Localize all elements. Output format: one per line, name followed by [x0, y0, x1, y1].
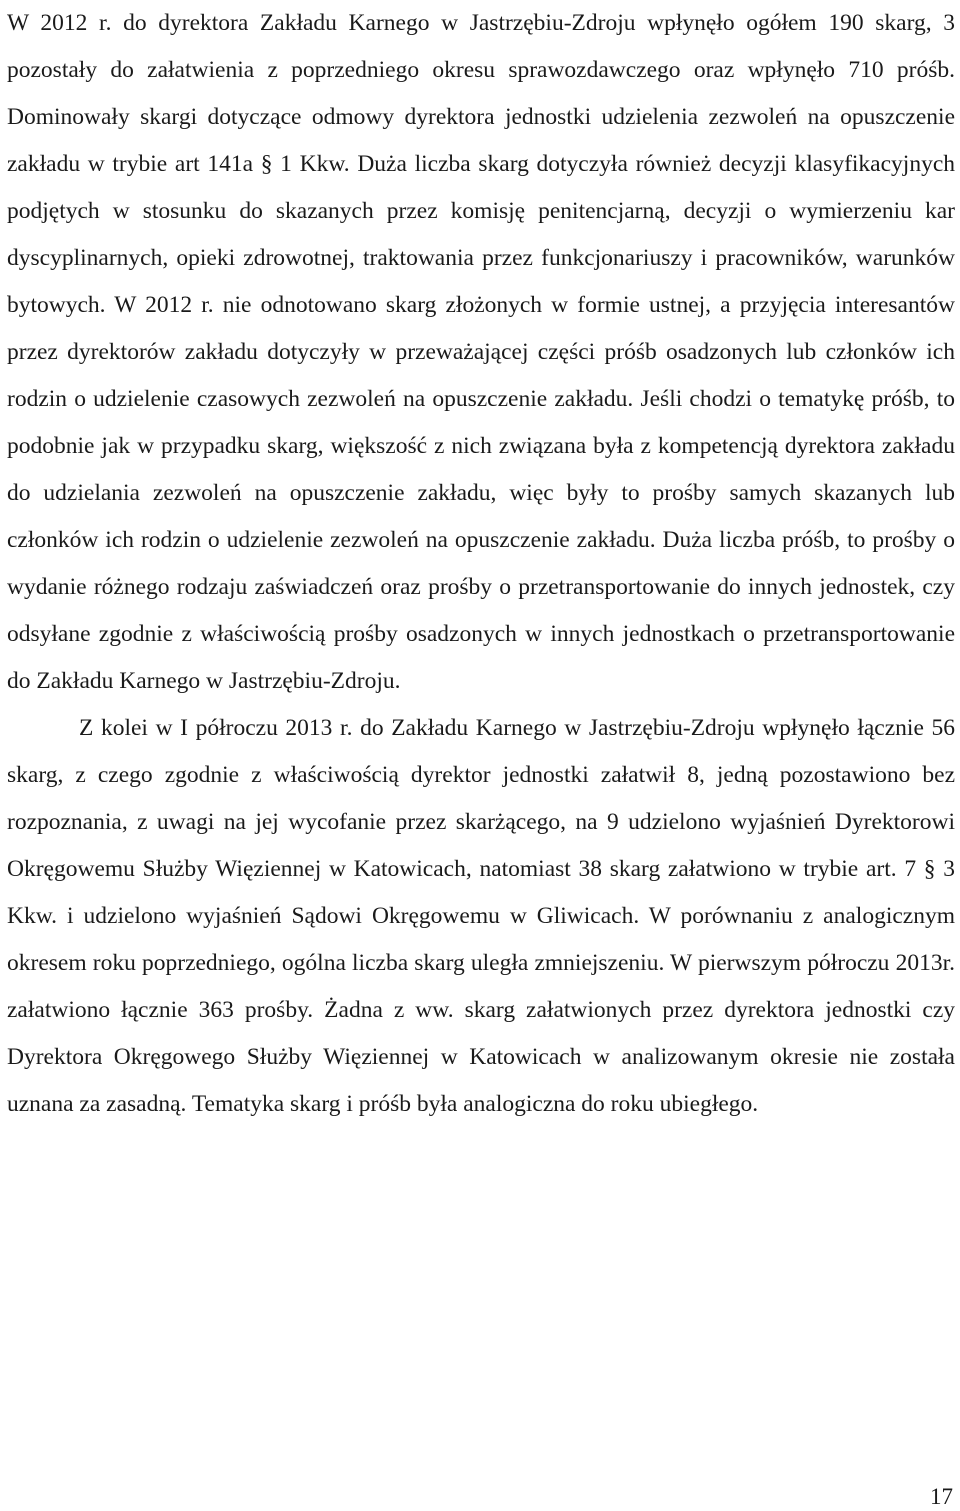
paragraph-1: W 2012 r. do dyrektora Zakładu Karnego w Jastrzębiu-Zdroju wpłynęło ogółem 190 skarg, 3 pozostały do załatwienia z poprzedniego okresu sprawozdawczego oraz wpłynęło 710 próśb. Dominowały skargi dotyczące odmowy dyrektora jednostki udzielenia zezwoleń na opuszczenie zakładu w trybie art 141a § 1 Kkw. Duża liczba skarg dotyczyła również decyzji klasyfikacyjnych podjętych w stosunku do skazanych przez komisję penitencjarną, decyzji o wymierzeniu kar dyscyplinarnych, opieki zdrowotnej, traktowania przez funkcjonariuszy i pracowników, warunków bytowych. W 2012 r. nie odnotowano skarg złożonych w formie ustnej, a przyjęcia interesantów przez dyrektorów zakładu dotyczyły w przeważającej części próśb osadzonych lub członków ich rodzin o udzielenie czasowych zezwoleń na opuszczenie zakładu. Jeśli chodzi o tematykę próśb, to podobnie jak w przypadku skarg, większość z nich związana była z kompetencją dyrektora zakładu do udzielania zezwoleń na opuszczenie zakładu, więc były to prośby samych skazanych lub członków ich rodzin o udzielenie zezwoleń na opuszczenie zakładu. Duża liczba próśb, to prośby o wydanie różnego rodzaju zaświadczeń oraz prośby o przetransportowanie do innych jednostek, czy odsyłane zgodnie z właściwością prośby osadzonych w innych jednostkach o przetransportowanie do Zakładu Karnego w Jastrzębiu-Zdroju. — [7, 10, 955, 694]
page-number: 17 — [930, 1484, 953, 1509]
paragraph-2: Z kolei w I półroczu 2013 r. do Zakładu Karnego w Jastrzębiu-Zdroju wpłynęło łącznie 56 skarg, z czego zgodnie z właściwością dyrektor jednostki załatwił 8, jedną pozostawiono bez rozpoznania, z uwagi na jej wycofanie przez skarżącego, na 9 udzielono wyjaśnień Dyrektorowi Okręgowemu Służby Więziennej w Katowicach, natomiast 38 skarg załatwiono w trybie art. 7 § 3 Kkw. i udzielono wyjaśnień Sądowi Okręgowemu w Gliwicach. W porównaniu z analogicznym okresem roku poprzedniego, ogólna liczba skarg uległa zmniejszeniu. W pierwszym półroczu 2013r. załatwiono łącznie 363 prośby. Żadna z ww. skarg załatwionych przez dyrektora jednostki czy Dyrektora Okręgowego Służby Więziennej w Katowicach w analizowanym okresie nie została uznana za zasadną. Tematyka skarg i próśb była analogiczna do roku ubiegłego. — [7, 715, 955, 1117]
document-body — [7, 0, 955, 1128]
